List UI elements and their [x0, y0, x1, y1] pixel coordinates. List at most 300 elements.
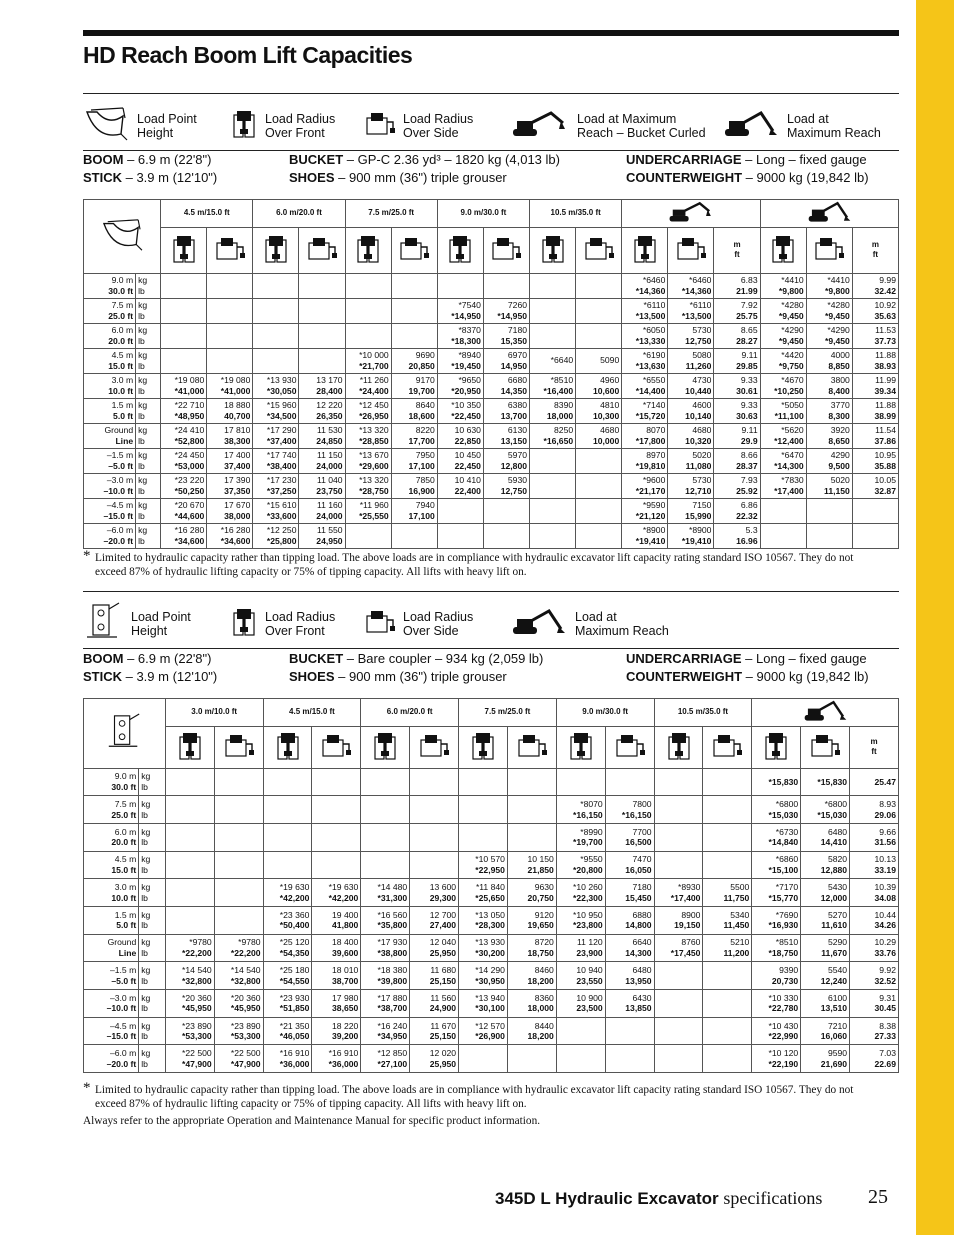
legend-item [365, 102, 473, 150]
height-label: 1.5 m 5.0 ft [84, 398, 136, 423]
coupler-icon [105, 744, 143, 754]
capacity-cell [483, 498, 529, 523]
unit-label: kg lb [136, 448, 161, 473]
capacity-cell: 6.86 22.32 [714, 498, 760, 523]
load-front-icon [372, 753, 398, 763]
capacity-cell [410, 851, 459, 879]
load-front-icon [666, 753, 692, 763]
lift-capacity-table-1 [83, 199, 899, 549]
spec2-bucket-shoes: BUCKET – Bare coupler – 934 kg (2,059 lb) SHOES – 900 mm (36") triple grouser [289, 651, 544, 684]
capacity-cell: *9650 *20,950 [437, 373, 483, 398]
unit-label: kg lb [139, 906, 166, 934]
capacity-cell: *23 360 *50,400 [263, 906, 312, 934]
capacity-cell: *15 610 *33,600 [253, 498, 299, 523]
legend-item [231, 600, 335, 648]
radius-header: 4.5 m/15.0 ft [263, 699, 361, 727]
capacity-cell: 11 550 24,950 [299, 523, 345, 548]
capacity-cell [703, 1017, 752, 1045]
legend2-top-rule [83, 591, 899, 592]
capacity-cell: *6110 *13,500 [622, 298, 668, 323]
capacity-cell: *16 280 *34,600 [161, 523, 207, 548]
capacity-cell [556, 1017, 605, 1045]
capacity-cell [161, 298, 207, 323]
capacity-cell: *21 350 *46,050 [263, 1017, 312, 1045]
capacity-cell: 11.53 37.73 [852, 323, 898, 348]
capacity-cell: 10 410 22,400 [437, 473, 483, 498]
capacity-cell: *4290 *9,450 [806, 323, 852, 348]
capacity-cell [556, 1045, 605, 1073]
capacity-cell: 8460 18,200 [507, 962, 556, 990]
capacity-cell: 12 040 25,950 [410, 934, 459, 962]
capacity-cell: *22 500 *47,900 [214, 1045, 263, 1073]
unit-label: kg lb [139, 962, 166, 990]
capacity-cell: *4290 *9,450 [760, 323, 806, 348]
capacity-cell [459, 1045, 508, 1073]
capacity-cell: *16 240 *34,950 [361, 1017, 410, 1045]
capacity-cell: 7.93 25.92 [714, 473, 760, 498]
legend-label [131, 610, 191, 638]
capacity-cell: 5540 12,240 [801, 962, 850, 990]
capacity-cell [165, 796, 214, 824]
capacity-cell [530, 323, 576, 348]
height-label: 4.5 m 15.0 ft [84, 348, 136, 373]
capacity-cell: 8390 18,000 [530, 398, 576, 423]
capacity-cell [507, 823, 556, 851]
capacity-cell [161, 348, 207, 373]
capacity-cell: 4680 10,000 [576, 423, 622, 448]
capacity-cell: *6730 *14,840 [752, 823, 801, 851]
height-label: –4.5 m –15.0 ft [84, 498, 136, 523]
capacity-cell: 5020 11,150 [806, 473, 852, 498]
title-rule [83, 30, 899, 36]
load-side-icon [814, 255, 844, 265]
legend-label-line: Over Front [265, 126, 325, 140]
capacity-cell: 6480 13,950 [605, 962, 654, 990]
capacity-cell: 5500 11,750 [703, 879, 752, 907]
table-row [84, 398, 899, 423]
capacity-cell [165, 768, 214, 796]
table-row [84, 962, 899, 990]
capacity-cell [556, 768, 605, 796]
capacity-cell [161, 323, 207, 348]
capacity-cell: 8640 18,600 [391, 398, 437, 423]
height-label: 6.0 m 20.0 ft [84, 323, 136, 348]
capacity-cell: *17 880 *38,700 [361, 990, 410, 1018]
capacity-cell: *15 960 *34,500 [253, 398, 299, 423]
capacity-cell: *9550 *20,800 [556, 851, 605, 879]
capacity-cell [312, 851, 361, 879]
capacity-cell: *6460 *14,360 [622, 273, 668, 298]
capacity-cell [207, 298, 253, 323]
capacity-cell: *10 120 *22,190 [752, 1045, 801, 1073]
capacity-cell: 18 220 39,200 [312, 1017, 361, 1045]
capacity-cell [576, 523, 622, 548]
capacity-cell: *13 930 *30,050 [253, 373, 299, 398]
capacity-cell [703, 768, 752, 796]
table-row [84, 1017, 899, 1045]
table-row [84, 448, 899, 473]
capacity-cell: *12 570 *26,900 [459, 1017, 508, 1045]
capacity-cell: 6680 14,350 [483, 373, 529, 398]
capacity-cell [654, 1045, 703, 1073]
capacity-cell: *6860 *15,100 [752, 851, 801, 879]
capacity-cell [437, 498, 483, 523]
load-side-icon [676, 255, 706, 265]
capacity-cell: 9.66 31.56 [850, 823, 899, 851]
capacity-cell [299, 273, 345, 298]
capacity-cell: *10 000 *21,700 [345, 348, 391, 373]
capacity-cell [654, 1017, 703, 1045]
capacity-cell: *13 320 *28,850 [345, 423, 391, 448]
capacity-cell: *4670 *10,250 [760, 373, 806, 398]
capacity-cell: *16 910 *36,000 [312, 1045, 361, 1073]
capacity-cell [654, 851, 703, 879]
capacity-cell: 19 400 41,800 [312, 906, 361, 934]
capacity-cell: *13 050 *28,300 [459, 906, 508, 934]
capacity-cell [207, 273, 253, 298]
capacity-cell: *8510 *18,750 [752, 934, 801, 962]
capacity-cell [483, 273, 529, 298]
table-row [84, 906, 899, 934]
capacity-cell: 11 120 23,900 [556, 934, 605, 962]
page-number: 25 [868, 1186, 888, 1208]
capacity-cell: 4680 10,320 [668, 423, 714, 448]
capacity-cell: 9.99 32.42 [852, 273, 898, 298]
capacity-cell [605, 768, 654, 796]
table-row [84, 823, 899, 851]
capacity-cell [507, 796, 556, 824]
spec1-bucket-shoes: BUCKET – GP-C 2.36 yd³ – 1820 kg (4,013 lb) SHOES – 900 mm (36") triple grouser [289, 152, 560, 185]
capacity-cell: 5210 11,200 [703, 934, 752, 962]
capacity-cell: *7690 *16,930 [752, 906, 801, 934]
table-row [84, 990, 899, 1018]
capacity-cell: 6.83 21.99 [714, 273, 760, 298]
capacity-cell: 18 010 38,700 [312, 962, 361, 990]
load-front-icon [770, 256, 796, 266]
height-label: –6.0 m –20.0 ft [84, 523, 136, 548]
unit-label: kg lb [139, 934, 166, 962]
capacity-cell: *10 570 *22,950 [459, 851, 508, 879]
capacity-cell: *11 260 *24,400 [345, 373, 391, 398]
height-label: –6.0 m –20.0 ft [84, 1045, 139, 1073]
capacity-cell: 8440 18,200 [507, 1017, 556, 1045]
capacity-cell: 11.99 39.34 [852, 373, 898, 398]
capacity-cell: *7170 *15,770 [752, 879, 801, 907]
table-row [84, 934, 899, 962]
page-title: HD Reach Boom Lift Capacities [83, 42, 413, 68]
capacity-cell: *12 450 *26,950 [345, 398, 391, 423]
legend-item [511, 102, 706, 150]
capacity-cell: *6800 *15,030 [801, 796, 850, 824]
legend-top-rule [83, 93, 899, 94]
accent-sidebar [916, 0, 954, 1235]
capacity-cell: 17 810 38,300 [207, 423, 253, 448]
capacity-cell: *4410 *9,800 [806, 273, 852, 298]
manual-note: Always refer to the appropriate Operation and Maintenance Manual for specific product information. [83, 1115, 541, 1127]
capacity-cell: *8900 *19,410 [622, 523, 668, 548]
legend-item [231, 102, 335, 150]
capacity-cell: *19 630 *42,200 [263, 879, 312, 907]
capacity-cell: 6640 14,300 [605, 934, 654, 962]
capacity-cell: 8220 17,700 [391, 423, 437, 448]
load-side-icon [712, 752, 742, 762]
legend-label-line: Over Side [403, 624, 459, 638]
capacity-cell: *6800 *15,030 [752, 796, 801, 824]
excavator-reach-icon [723, 109, 779, 144]
legend-label-line: Load Radius [265, 610, 336, 624]
capacity-cell [410, 768, 459, 796]
capacity-cell: *20 670 *44,600 [161, 498, 207, 523]
load-side-icon [321, 752, 351, 762]
capacity-cell: 10.92 35.63 [852, 298, 898, 323]
capacity-cell [263, 851, 312, 879]
unit-m-ft: m ft [852, 227, 898, 273]
legend-label [137, 112, 197, 140]
capacity-cell [530, 448, 576, 473]
load-side-icon [365, 110, 395, 143]
legend-label-line: Load at [787, 112, 829, 126]
capacity-cell: 11 560 24,900 [410, 990, 459, 1018]
capacity-cell [263, 796, 312, 824]
capacity-cell [253, 298, 299, 323]
load-side-icon [517, 752, 547, 762]
capacity-cell: *10 430 *22,990 [752, 1017, 801, 1045]
capacity-cell: *16 560 *35,800 [361, 906, 410, 934]
capacity-cell [852, 523, 898, 548]
capacity-cell: 8720 18,750 [507, 934, 556, 962]
height-label: –4.5 m –15.0 ft [84, 1017, 139, 1045]
capacity-cell: *9590 *21,120 [622, 498, 668, 523]
spec2-boom-stick: BOOM – 6.9 m (22'8") STICK – 3.9 m (12'10") [83, 651, 218, 684]
unit-label: kg lb [136, 298, 161, 323]
capacity-cell: *9780 *22,200 [214, 934, 263, 962]
capacity-cell: *24 410 *52,800 [161, 423, 207, 448]
capacity-cell [507, 1045, 556, 1073]
capacity-cell: 8970 *19,810 [622, 448, 668, 473]
height-label: –3.0 m –10.0 ft [84, 990, 139, 1018]
capacity-cell: *19 630 *42,200 [312, 879, 361, 907]
capacity-cell: *5050 *11,100 [760, 398, 806, 423]
unit-label: kg lb [136, 273, 161, 298]
capacity-cell: 9.11 29.85 [714, 348, 760, 373]
capacity-cell [391, 298, 437, 323]
legend-label [577, 112, 706, 140]
capacity-cell: 8.65 28.27 [714, 323, 760, 348]
capacity-cell [760, 498, 806, 523]
capacity-cell: 12 220 26,350 [299, 398, 345, 423]
capacity-cell: 5930 12,750 [483, 473, 529, 498]
capacity-cell: *4280 *9,450 [760, 298, 806, 323]
radius-header: 4.5 m/15.0 ft [161, 200, 253, 228]
unit-label: kg lb [139, 990, 166, 1018]
capacity-cell: 7210 16,060 [801, 1017, 850, 1045]
footer-title: 345D L Hydraulic Excavator specifications [495, 1188, 823, 1208]
capacity-cell [703, 851, 752, 879]
capacity-cell [703, 962, 752, 990]
load-side-icon [399, 255, 429, 265]
capacity-cell [214, 879, 263, 907]
capacity-cell: 7180 15,450 [605, 879, 654, 907]
capacity-cell [361, 796, 410, 824]
capacity-cell: 5820 12,880 [801, 851, 850, 879]
load-side-icon [615, 752, 645, 762]
legend-label-line: Load Radius [403, 112, 474, 126]
capacity-cell: *18 380 *39,800 [361, 962, 410, 990]
capacity-cell: *25 120 *54,350 [263, 934, 312, 962]
capacity-cell: 18 880 40,700 [207, 398, 253, 423]
capacity-cell: 7700 16,500 [605, 823, 654, 851]
capacity-cell [654, 796, 703, 824]
capacity-cell: *10 950 *23,800 [556, 906, 605, 934]
unit-m-ft: m ft [714, 227, 760, 273]
legend-item [83, 102, 197, 150]
capacity-cell [312, 823, 361, 851]
unit-label: kg lb [136, 423, 161, 448]
capacity-cell: 10.29 33.76 [850, 934, 899, 962]
unit-label: kg lb [139, 796, 166, 824]
table-row [84, 879, 899, 907]
capacity-cell: *12 850 *27,100 [361, 1045, 410, 1073]
unit-label: kg lb [136, 323, 161, 348]
capacity-cell: *7140 *15,720 [622, 398, 668, 423]
unit-label: kg lb [136, 348, 161, 373]
load-front-icon [231, 607, 257, 642]
capacity-cell: 9690 20,850 [391, 348, 437, 373]
table-row [84, 323, 899, 348]
capacity-cell [703, 796, 752, 824]
legend-item [365, 600, 473, 648]
capacity-cell: 7800 *16,150 [605, 796, 654, 824]
capacity-cell: *14 540 *32,800 [165, 962, 214, 990]
capacity-cell: *16 910 *36,000 [263, 1045, 312, 1073]
spec1-under-cw: UNDERCARRIAGE – Long – fixed gauge COUNTERWEIGHT – 9000 kg (19,842 lb) [626, 152, 869, 185]
capacity-cell: 13 600 29,300 [410, 879, 459, 907]
table-row [84, 498, 899, 523]
capacity-cell: *4420 *9,750 [760, 348, 806, 373]
legend-label [265, 610, 335, 638]
capacity-cell: *15,830 [752, 768, 801, 796]
capacity-cell: *14 540 *32,800 [214, 962, 263, 990]
capacity-cell: *14 290 *30,950 [459, 962, 508, 990]
capacity-cell: *16 280 *34,600 [207, 523, 253, 548]
capacity-cell [299, 348, 345, 373]
radius-header: 10.5 m/35.0 ft [654, 699, 752, 727]
capacity-cell: 4000 8,850 [806, 348, 852, 373]
capacity-cell: 4960 10,600 [576, 373, 622, 398]
excavator-curled-icon [668, 216, 714, 226]
capacity-cell: 10.39 34.08 [850, 879, 899, 907]
capacity-cell [760, 523, 806, 548]
capacity-cell: *23 890 *53,300 [165, 1017, 214, 1045]
radius-header: 7.5 m/25.0 ft [459, 699, 557, 727]
capacity-cell: 6880 14,800 [605, 906, 654, 934]
load-front-icon [177, 753, 203, 763]
load-front-icon [263, 256, 289, 266]
capacity-cell [299, 323, 345, 348]
capacity-cell [459, 796, 508, 824]
radius-header: 7.5 m/25.0 ft [345, 200, 437, 228]
load-front-icon [763, 753, 789, 763]
capacity-cell: 3800 8,400 [806, 373, 852, 398]
radius-header: 3.0 m/10.0 ft [165, 699, 263, 727]
legend-label-line: Maximum Reach [787, 126, 881, 140]
height-label: 1.5 m 5.0 ft [84, 906, 139, 934]
capacity-cell [391, 273, 437, 298]
capacity-cell: 4600 10,140 [668, 398, 714, 423]
capacity-cell: *8070 *16,150 [556, 796, 605, 824]
capacity-cell: 10 450 22,450 [437, 448, 483, 473]
table-row [84, 768, 899, 796]
capacity-cell [459, 768, 508, 796]
excavator-curled-icon [511, 109, 569, 144]
load-side-icon [491, 255, 521, 265]
height-label: 7.5 m 25.0 ft [84, 298, 136, 323]
capacity-cell [576, 298, 622, 323]
capacity-cell: 7470 16,050 [605, 851, 654, 879]
capacity-cell: 8.93 29.06 [850, 796, 899, 824]
capacity-cell [483, 523, 529, 548]
legend-label-line: Maximum Reach [575, 624, 669, 638]
capacity-cell [214, 796, 263, 824]
capacity-cell: 6970 14,950 [483, 348, 529, 373]
capacity-cell [165, 823, 214, 851]
load-side-icon [307, 255, 337, 265]
capacity-cell: *10 350 *22,450 [437, 398, 483, 423]
capacity-cell: *6460 *14,360 [668, 273, 714, 298]
load-side-icon [419, 752, 449, 762]
capacity-cell [703, 1045, 752, 1073]
legend-item [511, 600, 669, 648]
height-label: –3.0 m –10.0 ft [84, 473, 136, 498]
height-label: 3.0 m 10.0 ft [84, 879, 139, 907]
capacity-cell [361, 823, 410, 851]
capacity-cell: *17 740 *38,400 [253, 448, 299, 473]
load-front-icon [632, 256, 658, 266]
load-side-icon [365, 608, 395, 641]
table-row [84, 348, 899, 373]
capacity-cell: 7850 16,900 [391, 473, 437, 498]
legend-1 [83, 102, 899, 150]
capacity-cell: 5270 11,610 [801, 906, 850, 934]
capacity-cell: 4810 10,300 [576, 398, 622, 423]
capacity-cell: 9.92 32.52 [850, 962, 899, 990]
load-front-icon [470, 753, 496, 763]
load-side-icon [810, 752, 840, 762]
capacity-cell [253, 348, 299, 373]
height-label: Ground Line [84, 423, 136, 448]
load-front-icon [568, 753, 594, 763]
excavator-reach-icon [807, 216, 852, 226]
capacity-cell: *8370 *18,300 [437, 323, 483, 348]
legend-label-line: Over Side [403, 126, 459, 140]
load-front-icon [275, 753, 301, 763]
capacity-cell [253, 273, 299, 298]
capacity-cell: 7950 17,100 [391, 448, 437, 473]
height-label: 9.0 m 30.0 ft [84, 273, 136, 298]
capacity-cell: *6110 *13,500 [668, 298, 714, 323]
legend-item [723, 102, 881, 150]
load-side-icon [584, 255, 614, 265]
capacity-cell [263, 768, 312, 796]
table-row [84, 1045, 899, 1073]
capacity-cell: 10 150 21,850 [507, 851, 556, 879]
capacity-cell: *17 230 *37,250 [253, 473, 299, 498]
capacity-cell: 11 680 25,150 [410, 962, 459, 990]
capacity-cell: 9630 20,750 [507, 879, 556, 907]
capacity-cell: 5290 11,670 [801, 934, 850, 962]
height-label: –1.5 m –5.0 ft [84, 448, 136, 473]
footnote-1: * Limited to hydraulic capacity rather than tipping load. The above loads are in compliance with hydraulic excavator lift capacity rating standard ISO 10567. They do not exceed 87% of hydraulic lifting capacity or 75% of tipping capacity. All lifts with heavy lift on. [83, 548, 854, 578]
